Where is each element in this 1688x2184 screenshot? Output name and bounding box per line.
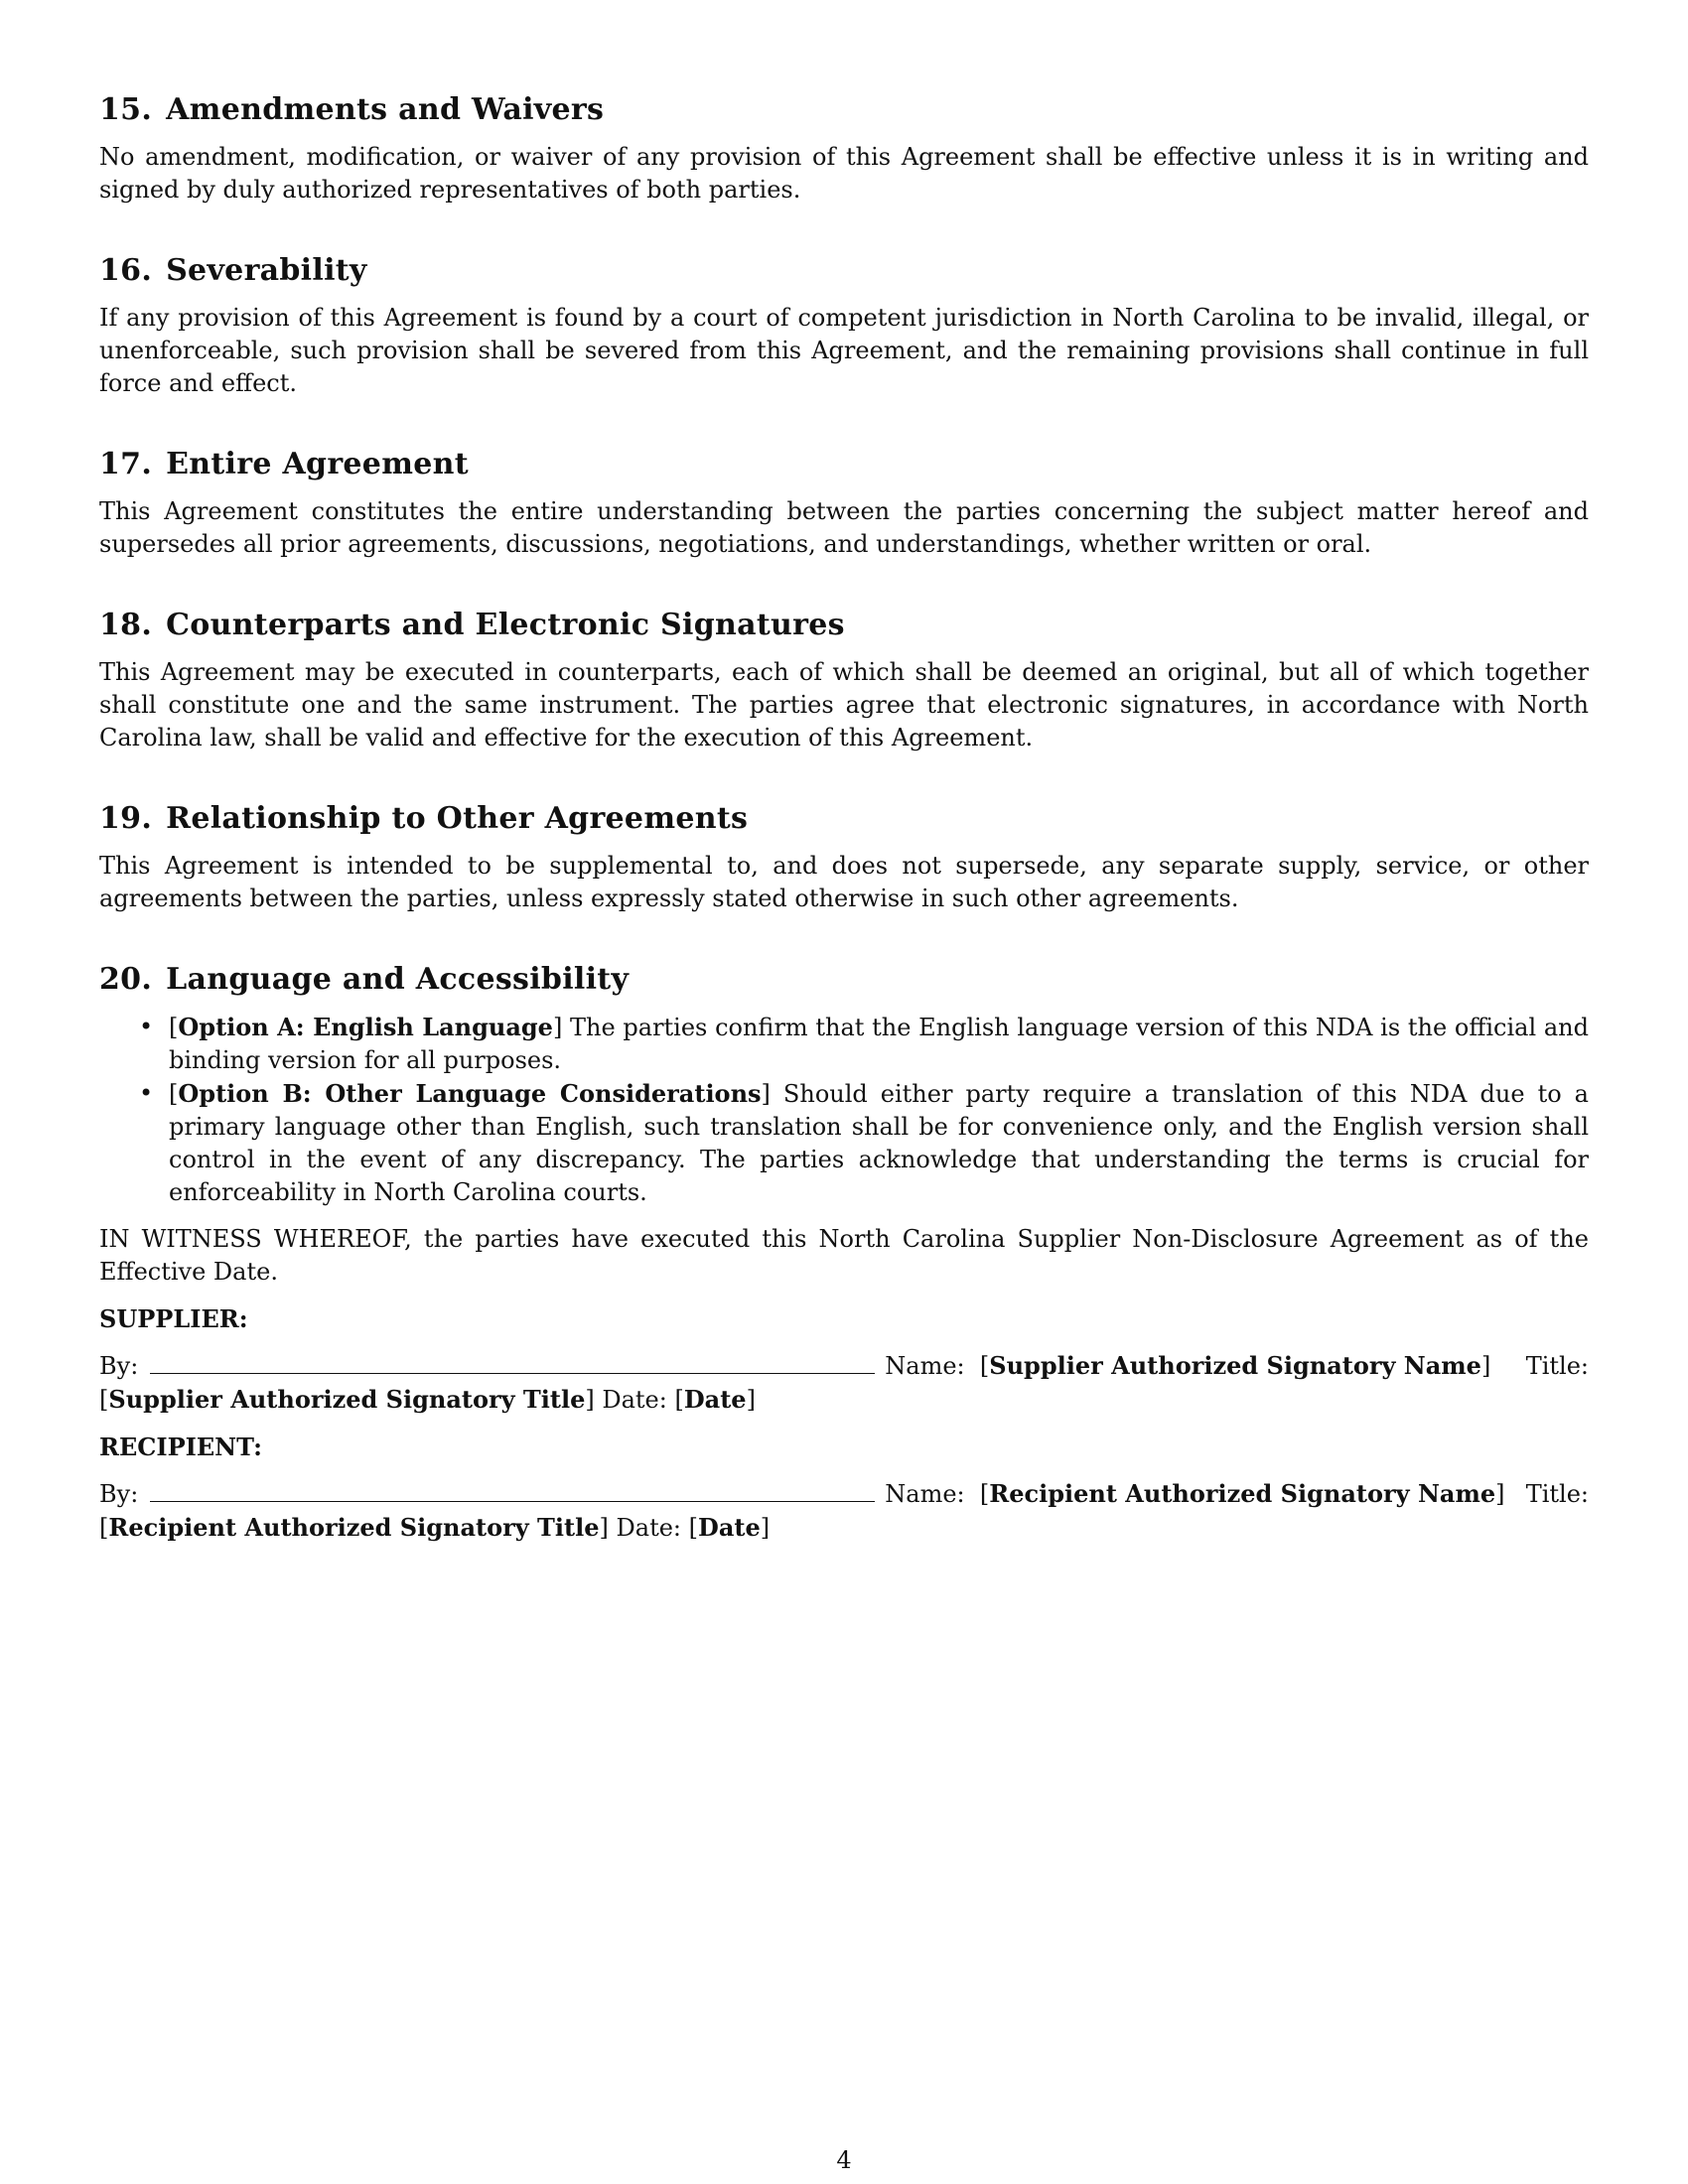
section-title: Amendments and Waivers [166, 92, 605, 127]
document-page [99, 91, 1589, 1545]
option-label: Option A: English Language [178, 1013, 553, 1041]
supplier-title-placeholder: Supplier Authorized Signatory Title [108, 1385, 586, 1414]
section-body: No amendment, modification, or waiver of any provision of this Agreement shall be effective unless it is in writing and signed by duly authorized representatives of both parties. [99, 143, 1589, 204]
supplier-heading: SUPPLIER: [99, 1304, 248, 1333]
section-title: Language and Accessibility [166, 962, 630, 997]
recipient-heading: RECIPIENT: [99, 1433, 262, 1461]
supplier-signature-block: By: Name: [Supplier Authorized Signatory Name] Title: [Supplier Authorized Signatory Title] Date: [Date] [99, 1351, 1589, 1414]
option-text: Should either party require a translation of this NDA due to a primary language other than English, such translation shall be for convenience only, and the English version shall control in the event of any discrepancy. The parties acknowledge that understanding the terms is crucial for enforceability in North Carolina courts. [169, 1080, 1589, 1206]
list-item: • [Option B: Other Language Considerations] Should either party require a translation of this NDA due to a primary language other than English, such translation shall be for convenience only, and the English version shall control in the event of any discrepancy. The parties acknowledge that understanding the terms is crucial for enforceability in North Carolina courts. [139, 1079, 1589, 1206]
section-number: 18. [99, 608, 153, 642]
recipient-signature-block: By: Name: [Recipient Authorized Signatory Name] Title: [Recipient Authorized Signatory Title] Date: [Date] [99, 1479, 1589, 1542]
section-heading [99, 607, 1589, 644]
section-number: 20. [99, 962, 153, 997]
recipient-title-placeholder: Recipient Authorized Signatory Title [108, 1513, 600, 1542]
section-20 [99, 961, 1589, 1209]
recipient-date-placeholder: Date [698, 1513, 761, 1542]
section-heading [99, 800, 1589, 838]
list-item: • [Option A: English Language] The parties confirm that the English language version of this NDA is the official and binding version for all purposes. [139, 1013, 1589, 1074]
section-heading [99, 961, 1589, 999]
date-label: Date: [602, 1386, 667, 1414]
section-18 [99, 607, 1589, 754]
section-number: 16. [99, 253, 153, 288]
name-label: Name: [885, 1480, 965, 1508]
section-17 [99, 446, 1589, 561]
section-number: 15. [99, 92, 153, 127]
section-body: This Agreement is intended to be supplemental to, and does not supersede, any separate supply, service, or other agreements between the parties, unless expressly stated otherwise in such other agreements. [99, 852, 1589, 912]
page-number: 4 [836, 2146, 852, 2174]
supplier-date-placeholder: Date [683, 1385, 747, 1414]
by-label: By: [99, 1480, 139, 1508]
section-heading [99, 446, 1589, 483]
date-label: Date: [616, 1514, 681, 1542]
section-title: Counterparts and Electronic Signatures [166, 608, 845, 642]
bullet-icon: • [139, 1013, 154, 1040]
section-body: This Agreement constitutes the entire understanding between the parties concerning the subject matter hereof and supersedes all prior agreements, discussions, negotiations, and understandings, whether written or oral. [99, 497, 1589, 558]
recipient-name-placeholder: Recipient Authorized Signatory Name [989, 1479, 1496, 1508]
supplier-signature-line[interactable] [150, 1351, 875, 1374]
by-label: By: [99, 1352, 139, 1380]
section-title: Severability [166, 253, 367, 288]
recipient-signature-line[interactable] [150, 1479, 875, 1502]
witness-statement: IN WITNESS WHEREOF, the parties have executed this North Carolina Supplier Non-Disclosure Agreement as of the Effective Date. [99, 1225, 1589, 1286]
section-16 [99, 252, 1589, 400]
section-15 [99, 91, 1589, 206]
section-body: This Agreement may be executed in counterparts, each of which shall be deemed an original, but all of which together shall constitute one and the same instrument. The parties agree that electronic signatures, in accordance with North Carolina law, shall be valid and effective for the execution of this Agreement. [99, 658, 1589, 751]
section-title: Entire Agreement [166, 447, 469, 481]
option-label: Option B: Other Language Considerations [178, 1079, 762, 1108]
section-number: 17. [99, 447, 153, 481]
section-heading [99, 91, 1589, 129]
bullet-icon: • [139, 1079, 154, 1107]
options-list [99, 1011, 1589, 1209]
supplier-name-placeholder: Supplier Authorized Signatory Name [989, 1351, 1481, 1380]
title-label: Title: [1525, 1352, 1589, 1380]
name-label: Name: [885, 1352, 965, 1380]
section-number: 19. [99, 801, 153, 836]
section-heading [99, 252, 1589, 290]
section-body: If any provision of this Agreement is found by a court of competent jurisdiction in North Carolina to be invalid, illegal, or unenforceable, such provision shall be severed from this Agreement, and the remaining provisions shall continue in full force and effect. [99, 304, 1589, 397]
section-19 [99, 800, 1589, 915]
section-title: Relationship to Other Agreements [166, 801, 749, 836]
option-text: The parties confirm that the English language version of this NDA is the official and binding version for all purposes. [169, 1014, 1589, 1074]
title-label: Title: [1525, 1480, 1589, 1508]
